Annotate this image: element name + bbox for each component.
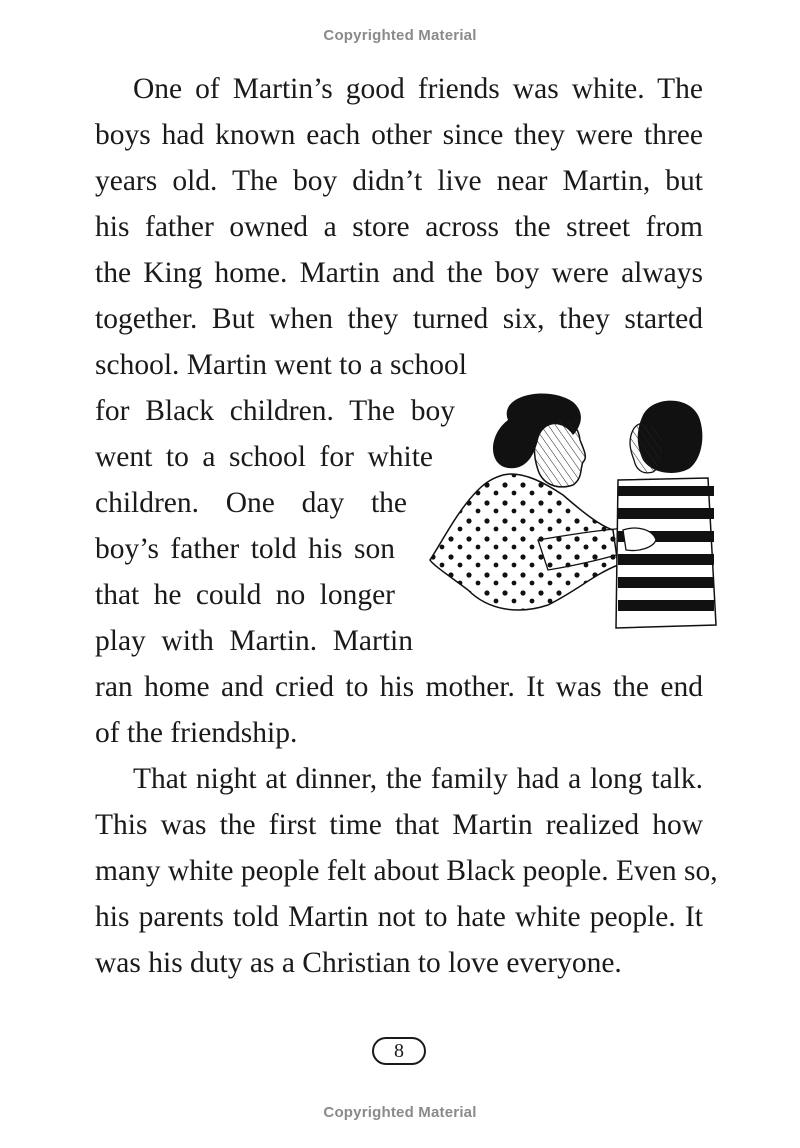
text-line: together. But when they turned six, they started	[95, 303, 703, 335]
copyright-watermark-top: Copyrighted Material	[323, 27, 477, 44]
text-line: boys had known each other since they were three	[95, 119, 703, 151]
boy-striped-shirt	[616, 478, 716, 628]
boy-face	[630, 423, 663, 473]
text-line: One of Martin’s good friends was white. The	[133, 73, 703, 105]
woman-face	[534, 419, 585, 487]
text-line: his parents told Martin not to hate white people. It	[95, 901, 703, 933]
text-line: of the friendship.	[95, 717, 298, 749]
text-line: went to a school for white	[95, 441, 433, 473]
text-line: that he could no longer	[95, 579, 395, 611]
text-line: many white people felt about Black people. Even so,	[95, 855, 718, 887]
copyright-watermark-bottom: Copyrighted Material	[323, 1104, 477, 1121]
text-line: for Black children. The boy	[95, 395, 455, 427]
text-line: school. Martin went to a school	[95, 349, 467, 381]
text-line: boy’s father told his son	[95, 533, 395, 565]
text-line: children. One day the	[95, 487, 407, 519]
text-line: the King home. Martin and the boy were always	[95, 257, 703, 289]
text-line: his father owned a store across the street from	[95, 211, 703, 243]
text-line: play with Martin. Martin	[95, 625, 413, 657]
text-line: This was the first time that Martin realized how	[95, 809, 703, 841]
text-line: was his duty as a Christian to love everyone.	[95, 947, 622, 979]
text-line: That night at dinner, the family had a long talk.	[133, 763, 703, 795]
illustration-mother-and-boy	[428, 390, 718, 635]
text-line: years old. The boy didn’t live near Martin, but	[95, 165, 703, 197]
page-number: 8	[372, 1037, 426, 1065]
text-line: ran home and cried to his mother. It was the end	[95, 671, 703, 703]
